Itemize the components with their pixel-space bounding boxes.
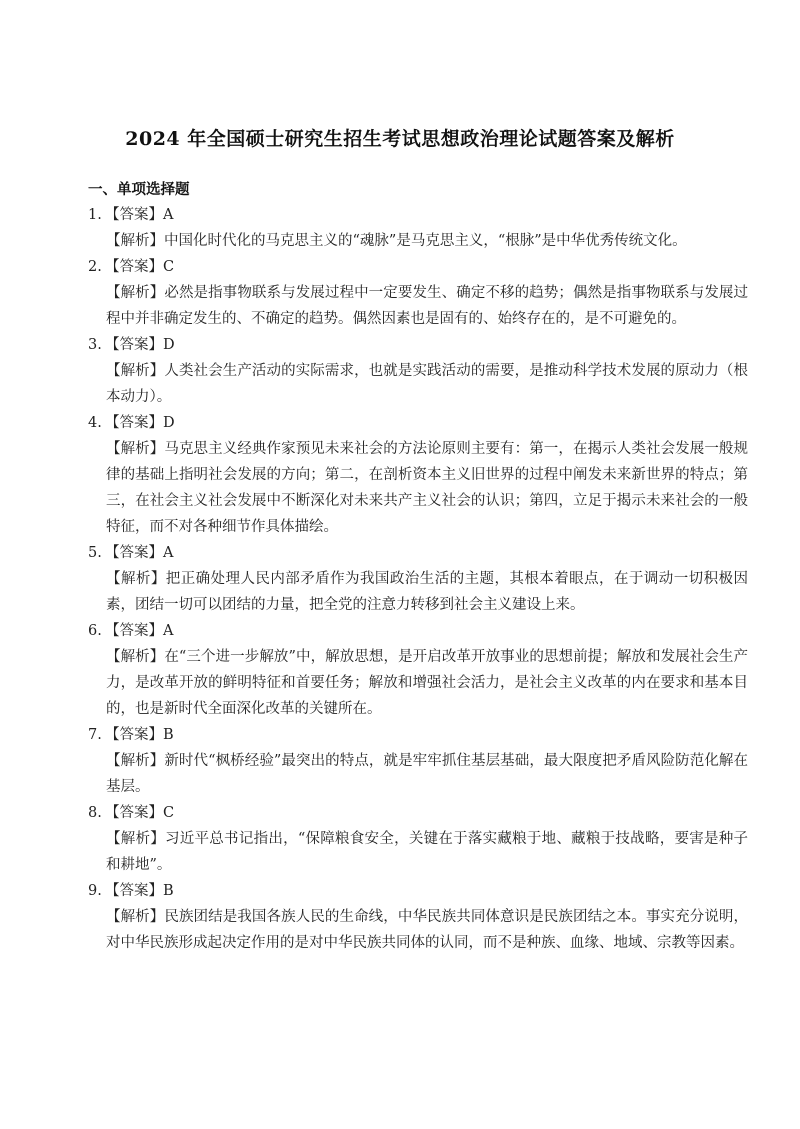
answer-line [88, 618, 748, 644]
question-item [88, 202, 748, 254]
question-item [88, 800, 748, 878]
question-item [88, 410, 748, 540]
analysis-text: 中国化时代化的马克思主义的“魂脉”是马克思主义，“根脉”是中华优秀传统文化。 [164, 233, 687, 249]
answer-value: B [163, 883, 174, 899]
analysis-text: 民族团结是我国各族人民的生命线，中华民族共同体意识是民族团结之本。事实充分说明，对中华民族形成起决定作用的是对中华民族共同体的认同，而不是种族、血缘、地域、宗教等因素。 [106, 909, 748, 951]
question-item [88, 878, 748, 956]
answer-value: D [163, 415, 175, 431]
analysis-tag: 【解析】 [106, 753, 165, 769]
answer-tag: 【答案】 [105, 337, 163, 353]
question-item [88, 332, 748, 410]
answer-tag: 【答案】 [105, 727, 163, 743]
answer-tag: 【答案】 [105, 415, 163, 431]
answer-tag: 【答案】 [105, 883, 163, 899]
analysis-text: 新时代“枫桥经验”最突出的特点，就是牢牢抓住基层基础，最大限度把矛盾风险防范化解在基层。 [106, 753, 749, 795]
answer-value: A [163, 545, 174, 561]
answer-tag: 【答案】 [105, 545, 163, 561]
analysis [88, 644, 748, 722]
analysis-text: 马克思主义经典作家预见未来社会的方法论原则主要有：第一，在揭示人类社会发展一般规律的基础上指明社会发展的方向；第二，在剖析资本主义旧世界的过程中阐发未来新世界的特点；第三，在社会主义社会发展中不断深化对未来共产主义社会的认识；第四，立足于揭示未来社会的一般特征，而不对各种细节作具体描绘。 [106, 441, 748, 535]
analysis [88, 280, 748, 332]
answer-tag: 【答案】 [105, 805, 163, 821]
answer-tag: 【答案】 [105, 207, 163, 223]
question-number: 6. [88, 623, 102, 639]
analysis-tag: 【解析】 [106, 441, 165, 457]
question-list [88, 202, 748, 956]
analysis-text: 在“三个进一步解放”中，解放思想，是开启改革开放事业的思想前提；解放和发展社会生产力，是改革开放的鲜明特征和首要任务；解放和增强社会活力，是社会主义改革的内在要求和基本目的，也是新时代全面深化改革的关键所在。 [106, 649, 749, 717]
answer-line [88, 878, 748, 904]
analysis [88, 358, 748, 410]
answer-value: A [163, 207, 174, 223]
answer-tag: 【答案】 [105, 259, 163, 275]
answer-line [88, 410, 748, 436]
analysis [88, 826, 748, 878]
analysis-tag: 【解析】 [106, 831, 166, 847]
answer-line [88, 540, 748, 566]
answer-line [88, 332, 748, 358]
analysis-text: 人类社会生产活动的实际需求，也就是实践活动的需要，是推动科学技术发展的原动力（根本动力）。 [106, 363, 748, 405]
question-number: 1. [88, 207, 102, 223]
question-number: 3. [88, 337, 102, 353]
question-item [88, 254, 748, 332]
analysis [88, 436, 748, 540]
analysis [88, 228, 748, 254]
analysis-tag: 【解析】 [106, 285, 165, 301]
analysis-tag: 【解析】 [106, 233, 164, 249]
question-item [88, 618, 748, 722]
answer-tag: 【答案】 [105, 623, 163, 639]
question-item [88, 540, 748, 618]
question-number: 5. [88, 545, 102, 561]
answer-value: C [163, 805, 175, 821]
question-number: 8. [88, 805, 102, 821]
analysis-tag: 【解析】 [106, 649, 165, 665]
answer-line [88, 202, 748, 228]
analysis [88, 904, 748, 956]
question-number: 2. [88, 259, 102, 275]
question-number: 4. [88, 415, 102, 431]
answer-value: B [163, 727, 174, 743]
analysis-tag: 【解析】 [106, 571, 166, 587]
answer-value: C [163, 259, 175, 275]
analysis-tag: 【解析】 [106, 909, 165, 925]
analysis-text: 必然是指事物联系与发展过程中一定要发生、确定不移的趋势；偶然是指事物联系与发展过程中并非确定发生的、不确定的趋势。偶然因素也是固有的、始终存在的，是不可避免的。 [106, 285, 748, 327]
answer-value: D [163, 337, 175, 353]
answer-line [88, 722, 748, 748]
analysis [88, 748, 748, 800]
page-title: 2024 年全国硕士研究生招生考试思想政治理论试题答案及解析 [125, 128, 675, 150]
answer-line [88, 254, 748, 280]
analysis-tag: 【解析】 [106, 363, 165, 379]
analysis [88, 566, 748, 618]
question-number: 7. [88, 727, 102, 743]
question-number: 9. [88, 883, 102, 899]
section-heading: 一、单项选择题 [88, 181, 190, 198]
answer-line [88, 800, 748, 826]
answer-value: A [163, 623, 174, 639]
question-item [88, 722, 748, 800]
analysis-text: 把正确处理人民内部矛盾作为我国政治生活的主题，其根本着眼点，在于调动一切积极因素，团结一切可以团结的力量，把全党的注意力转移到社会主义建设上来。 [106, 571, 749, 613]
analysis-text: 习近平总书记指出，“保障粮食安全，关键在于落实藏粮于地、藏粮于技战略，要害是种子和耕地”。 [106, 831, 748, 873]
